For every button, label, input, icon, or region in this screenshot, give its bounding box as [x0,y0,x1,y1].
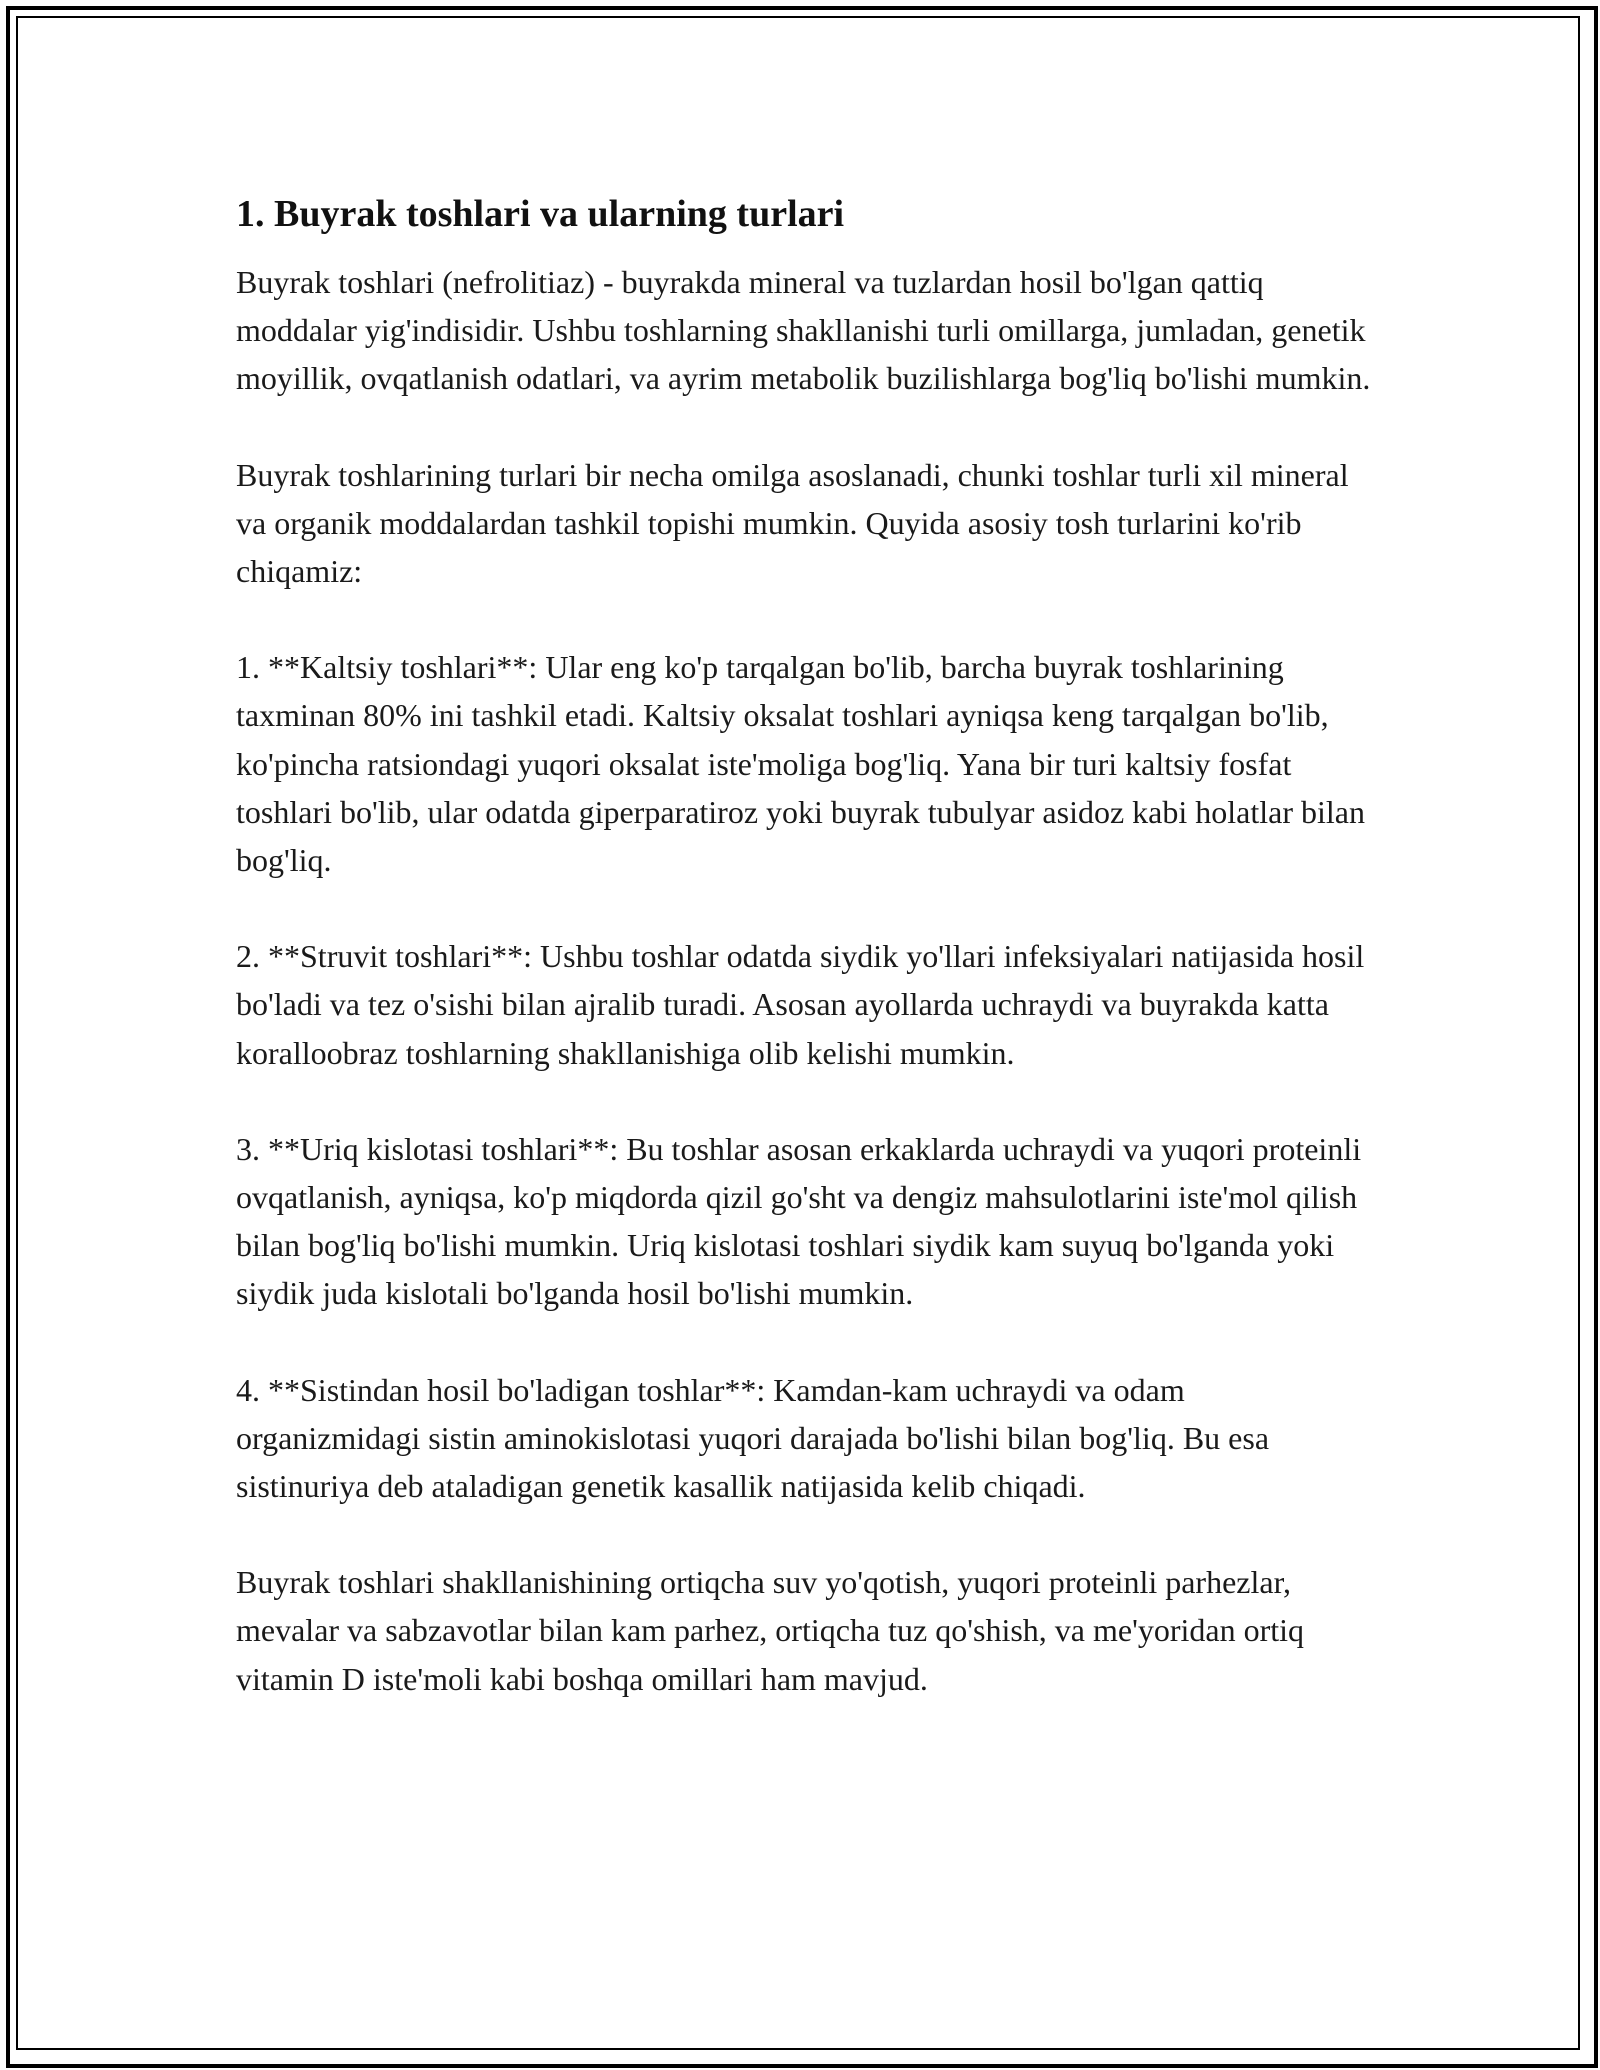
list-item-calcium-stones: 1. **Kaltsiy toshlari**: Ular eng ko'p tarqalgan bo'lib, barcha buyrak toshlarining taxminan 80% ini tashkil etadi. Kaltsiy oksalat toshlari ayniqsa keng tarqalgan bo'lib, ko'pincha ratsiondagi yuqori oksalat iste'moliga bog'liq. Yana bir turi kaltsiy fosfat toshlari bo'lib, ular odatda giperparatiroz yoki buyrak tubulyar asidoz kabi holatlar bilan bog'liq. [236,649,1365,879]
list-item-uric-acid-stones: 3. **Uriq kislotasi toshlari**: Bu toshlar asosan erkaklarda uchraydi va yuqori proteinli ovqatlanish, ayniqsa, ko'p miqdorda qizil go'sht va dengiz mahsulotlarini iste'mol qilish bilan bog'liq bo'lishi mumkin. Uriq kislotasi toshlari siydik kam suyuq bo'lganda yoki siydik juda kislotali bo'lganda hosil bo'lishi mumkin. [236,1130,1362,1312]
closing-paragraph: Buyrak toshlari shakllanishining ortiqcha suv yo'qotish, yuqori proteinli parhezlar, mevalar va sabzavotlar bilan kam parhez, ortiqcha tuz qo'shish, va me'yoridan ortiq vitamin D iste'moli kabi boshqa omillari ham mavjud. [236,1564,1305,1697]
section-heading: 1. Buyrak toshlari va ularning turlari [236,193,845,235]
list-item-struvite-stones: 2. **Struvit toshlari**: Ushbu toshlar odatda siydik yo'llari infeksiyalari natijasida hosil bo'ladi va tez o'sishi bilan ajralib turadi. Asosan ayollarda uchraydi va buyrakda katta koralloobraz toshlarning shakllanishiga olib kelishi mumkin. [236,938,1365,1071]
intro-paragraph: Buyrak toshlari (nefrolitiaz) - buyrakda mineral va tuzlardan hosil bo'lgan qattiq moddalar yig'indisidir. Ushbu toshlarning shakllanishi turli omillarga, jumladan, genetik moyillik, ovqatlanish odatlari, va ayrim metabolik buzilishlarga bog'liq bo'lishi mumkin. [236,264,1371,397]
list-item-cystine-stones: 4. **Sistindan hosil bo'ladigan toshlar**: Kamdan-kam uchraydi va odam organizmidagi sistin aminokislotasi yuqori darajada bo'lishi bilan bog'liq. Bu esa sistinuriya deb ataladigan genetik kasallik natijasida kelib chiqadi. [236,1371,1270,1505]
types-overview-paragraph: Buyrak toshlarining turlari bir necha omilga asoslanadi, chunki toshlar turli xil mineral va organik moddalardan tashkil topishi mumkin. Quyida asosiy tosh turlarini ko'rib chiqamiz: [236,456,1349,590]
document-body [236,186,1376,1751]
